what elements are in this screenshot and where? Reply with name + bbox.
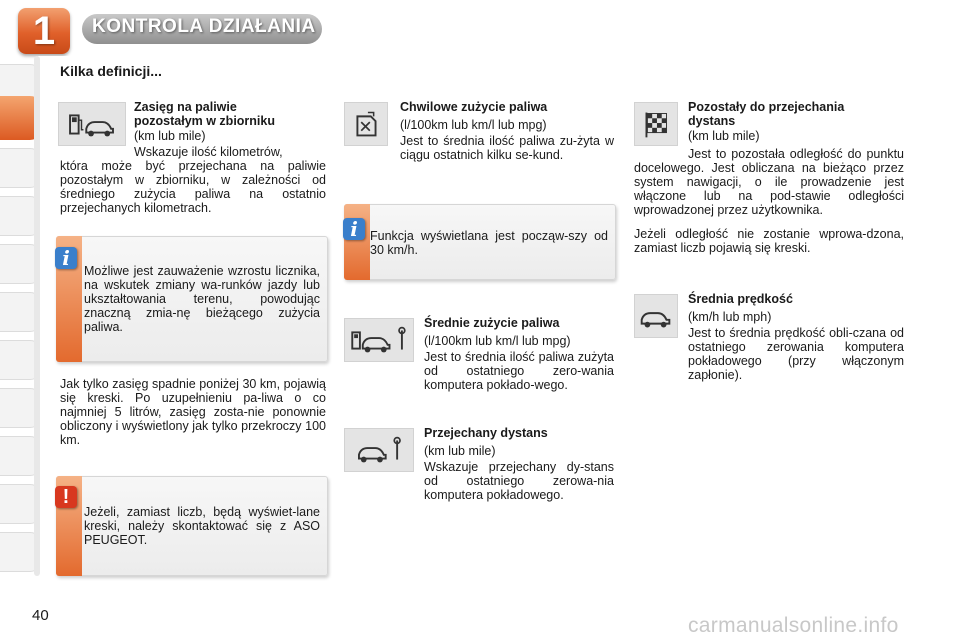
- range-unit: (km lub mile): [134, 129, 206, 143]
- range-title: [134, 100, 334, 128]
- info-note-speed-text: Funkcja wyświetlana jest począw-szy od 30 km/h.: [370, 229, 608, 257]
- remaining-title-line2: dystans: [688, 114, 736, 128]
- range-desc-line1: Wskazuje ilość kilometrów,: [134, 145, 283, 159]
- fuel-can-icon: [344, 102, 388, 146]
- distance-desc: Wskazuje przejechany dy-stans od ostatniego zerowa-nia komputera pokładowego.: [424, 460, 614, 502]
- content-edge: [34, 56, 40, 576]
- remaining-distance-note: Jeżeli odległość nie zostanie wprowa-dzona, zamiast liczb pojawią się kreski.: [634, 227, 904, 255]
- distance-unit: (km lub mile): [424, 444, 496, 458]
- fuel-pump-car-icon: [58, 102, 126, 146]
- average-consumption-unit: (l/100km lub km/l lub mpg): [424, 334, 571, 348]
- info-icon: i: [55, 247, 77, 269]
- instant-consumption-desc: Jest to średnia ilość paliwa zu-żyta w ciągu ostatnich kilku se-kund.: [400, 134, 614, 162]
- chapter-number-badge: 1: [18, 8, 70, 54]
- average-speed-desc: Jest to średnia prędkość obli-czana od ostatniego zerowania komputera pokładowego (przy włączonym zapłonie).: [688, 326, 904, 382]
- average-consumption-title: Średnie zużycie paliwa: [424, 316, 560, 330]
- distance-title: Przejechany dystans: [424, 426, 548, 440]
- remaining-distance-unit: (km lub mile): [688, 129, 760, 143]
- average-speed-title: Średnia prędkość: [688, 292, 793, 306]
- fuel-car-reset-icon: [344, 318, 414, 362]
- range-desc: która może być przejechana na paliwie pozostałym w zbiorniku, w zależności od średniego zużycia paliwa na ostatnio przejechanych kilometrach.: [60, 159, 326, 215]
- section-title: Kilka definicji...: [60, 63, 162, 79]
- car-reset-icon: [344, 428, 414, 472]
- dashes-explanation: Jak tylko zasięg spadnie poniżej 30 km, pojawią się kreski. Po uzupełnieniu pa-liwa o co najmniej 5 litrów, zasięg zosta-nie ponownie obliczony i wyświetlony jak tylko przekroczy 100 km.: [60, 377, 326, 447]
- warning-note-text: Jeżeli, zamiast liczb, będą wyświet-lane kreski, należy skontaktować się z ASO PEUGEOT.: [84, 505, 320, 547]
- average-consumption-desc: Jest to średnia ilość paliwa zużyta od ostatniego zero-wania komputera pokłado-wego.: [424, 350, 614, 392]
- remaining-title-line1: Pozostały do przejechania: [688, 100, 845, 114]
- remaining-distance-title: [688, 100, 918, 128]
- range-title-line2: pozostałym w zbiorniku: [134, 114, 275, 128]
- page-number: 40: [32, 607, 49, 624]
- average-speed-unit: (km/h lub mph): [688, 310, 772, 324]
- checkered-flag-icon: [634, 102, 678, 146]
- car-speed-icon: [634, 294, 678, 338]
- watermark: carmanualsonline.info: [688, 614, 899, 637]
- info-icon: i: [343, 218, 365, 240]
- range-title-line1: Zasięg na paliwie: [134, 100, 237, 114]
- instant-consumption-title: Chwilowe zużycie paliwa: [400, 100, 548, 114]
- info-note-stripe-speed: [344, 204, 370, 280]
- instant-consumption-unit: (l/100km lub km/l lub mpg): [400, 118, 547, 132]
- chapter-title: KONTROLA DZIAŁANIA: [92, 16, 316, 37]
- remaining-distance-desc: Jest to pozostała odległość do punktu docelowego. Jest obliczana na bieżąco przez system nawigacji, o ile prowadzenie jest włączone lub na pod-stawie odległości wprowadzonej przez użytkownika.: [634, 147, 904, 217]
- warning-icon: !: [55, 486, 77, 508]
- info-note-text: Możliwe jest zauważenie wzrostu licznika, na wskutek zmiany wa-runków jazdy lub ukształtowania terenu, powodując znaczną zmia-nę bieżącego zużycia paliwa.: [84, 264, 320, 334]
